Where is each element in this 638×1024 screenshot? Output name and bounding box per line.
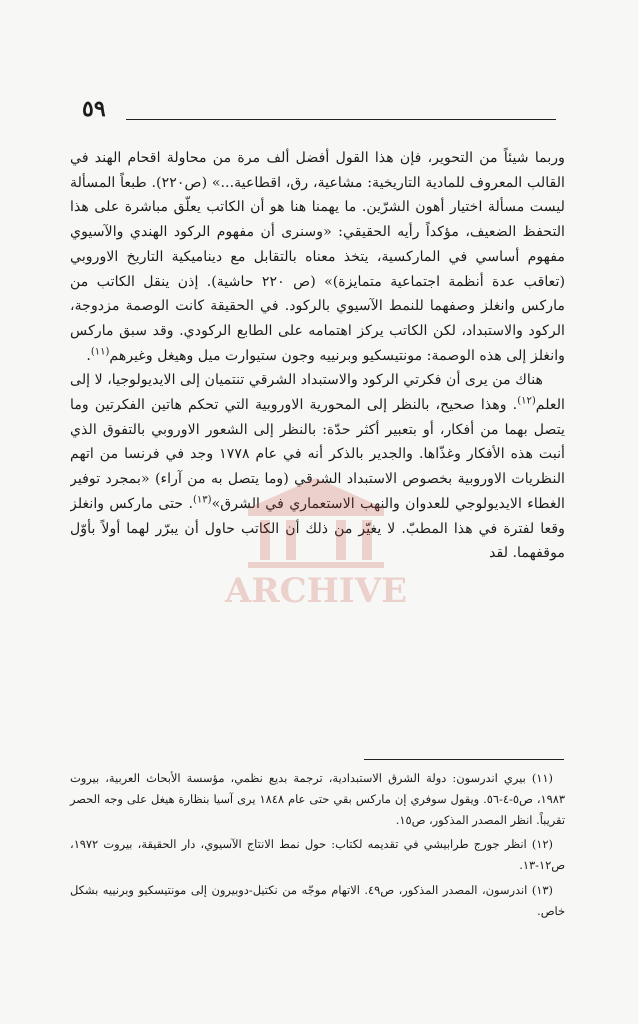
paragraph-text: هناك من يرى أن فكرتي الركود والاستبداد الشرقي تنتميان إلى الايديولوجيا، لا إلى العلم [70,372,565,414]
footnote: (١٢) انظر جورج طرابيشي في تقديمه لكتاب: حول نمط الانتاج الآسيوي، دار الحقيقة، بيروت ١٩٧٢، ص١٢-١٣. [70,837,565,873]
paragraph-text: وربما شيئاً من التحوير، فإن هذا القول أفضل ألف مرة من محاولة اقحام الهند في القالب المعروف للمادية التاريخية: مشاعية، رق، اقطاعية...» (ص٢٢٠). طبعاً المسألة ليست مسألة اختيار أهون الشرّين. ما يهمنا هنا هو أن الكاتب يعلّق مباشرة على هذا التحفظ الضعيف، مؤكداً رأيه الحقيقي: «وسنرى أن مفهوم الركود الهندي والآسيوي مفهوم أساسي في الماركسية، يتخذ معناه بالتقابل مع ديناميكية التاريخ الاوروبي (تعاقب عدة أنظمة اجتماعية متمايزة)» (ص ٢٢٠ حاشية). إذن ينقل الكاتب من ماركس وانغلز وصفهما للنمط الآسيوي بالركود. في الحقيقة كانت الوصمة مزدوجة، الركود والاستبداد، لكن الكاتب يركز اهتمامه على الطابع الركودي. وقد سبق ماركس وانغلز إلى هذه الوصمة: مونتيسكيو وبرنييه وجون ستيوارت ميل وهيغل وغيرهم [70,150,565,364]
footnote: (١٣) اندرسون، المصدر المذكور، ص٤٩. الاتهام موجّه من نكتيل-دوبيرون إلى مونتيسكيو وبرنييه بشكل خاص. [70,882,565,918]
header-rule [126,119,556,120]
footnote-divider [364,759,564,760]
paragraph: وربما شيئاً من التحوير، فإن هذا القول أفضل ألف مرة من محاولة اقحام الهند في القالب المعروف للمادية التاريخية: مشاعية، رق، اقطاعية...» (ص٢٢٠). طبعاً المسألة ليست مسألة اختيار أهون الشرّين. ما يهمنا هنا هو أن الكاتب يعلّق مباشرة على هذا التحفظ الضعيف، مؤكداً رأيه الحقيقي: «وسنرى أن مفهوم الركود الهندي والآسيوي مفهوم أساسي في الماركسية، يتخذ معناه بالتقابل مع ديناميكية التاريخ الاوروبي (تعاقب عدة أنظمة اجتماعية متمايزة)» (ص ٢٢٠ حاشية). إذن ينقل الكاتب من ماركس وانغلز وصفهما للنمط الآسيوي بالركود. في الحقيقة كانت الوصمة مزدوجة، الركود والاستبداد، لكن الكاتب يركز اهتمامه على الطابع الركودي. وقد سبق ماركس وانغلز إلى هذه الوصمة: مونتيسكيو وبرنييه وجون ستيوارت ميل وهيغل وغيرهم$^{(١١)}$. [70,150,565,364]
footnote-ref: (١٣) [193,494,212,506]
paragraph [70,368,565,566]
footnote: (١١) بيري اندرسون: دولة الشرق الاستبدادية، ترجمة بديع نظمي، مؤسسة الأبحاث العربية، بيروت ١٩٨٣، ص٥-٤-٥٦. ويقول سوفري إن ماركس بقي حتى عام ١٨٤٨ يرى آسيا بنظارة هيغل على وجه الحصر تقريباً. انظر المصدر المذكور، ص١٥. [70,771,565,827]
footnote-ref: (١٢) [517,395,536,407]
paragraph-text: . وهذا صحيح، بالنظر إلى المحورية الاوروبية التي تحكم هاتين الفكرتين وما يتصل بهما من أفكار، أو بتعبير أكثر حدّة: بالنظر إلى الشعور الاوروبي بالتفوق الذي أنبت هذه الأفكار وغذّاها. والجدير بالذكر أنه في عام ١٧٧٨ وجد في فرنسا من اتهم النظريات الاوروبية بخصوص الاستبداد الشرقي (وما يتصل به من آراء) «بمجرد توفير الغطاء الايديولوجي للعدوان والنهب الاستعماري في الشرق» [70,397,565,512]
footnote-ref: (١١) [90,345,110,357]
footnotes [70,768,565,926]
paragraph-text: . حتى ماركس وانغلز وقعا لفترة في هذا المطبّ. لا يغيّر من ذلك أن الكاتب حاول أن يبرّر لهما أولاً بأوّل موقفهما. لقد [70,495,565,562]
main-text [70,146,565,742]
svg-text:ARCHIVE: ARCHIVE [224,571,408,610]
page-number: ٥٩ [82,96,106,122]
